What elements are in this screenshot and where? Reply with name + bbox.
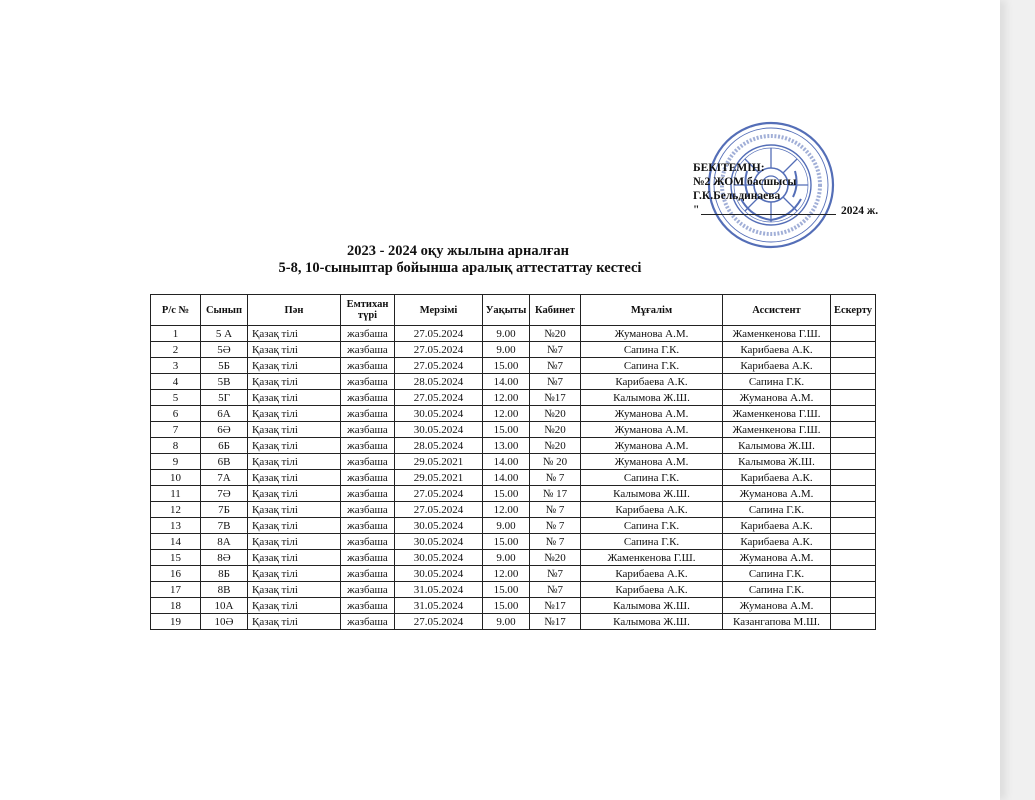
cell-room: №17	[530, 598, 581, 614]
cell-date: 27.05.2024	[395, 358, 483, 374]
cell-note	[831, 534, 876, 550]
cell-exam-type: жазбаша	[341, 550, 395, 566]
cell-subject: Қазақ тілі	[248, 534, 341, 550]
document-title: 2023 - 2024 оқу жылына арналған	[346, 243, 570, 259]
cell-exam-type: жазбаша	[341, 342, 395, 358]
cell-number: 16	[151, 566, 201, 582]
header-note: Ескерту	[831, 295, 876, 326]
cell-class: 6Б	[201, 438, 248, 454]
cell-class: 7В	[201, 518, 248, 534]
cell-subject: Қазақ тілі	[248, 614, 341, 630]
cell-note	[831, 422, 876, 438]
cell-time: 15.00	[483, 598, 530, 614]
cell-number: 18	[151, 598, 201, 614]
approval-date-quote: "	[693, 204, 700, 216]
cell-date: 30.05.2024	[395, 566, 483, 582]
cell-subject: Қазақ тілі	[248, 582, 341, 598]
cell-number: 12	[151, 502, 201, 518]
cell-date: 30.05.2024	[395, 550, 483, 566]
cell-date: 28.05.2024	[395, 374, 483, 390]
cell-note	[831, 486, 876, 502]
cell-subject: Қазақ тілі	[248, 342, 341, 358]
cell-subject: Қазақ тілі	[248, 486, 341, 502]
cell-time: 9.00	[483, 342, 530, 358]
cell-assistant: Сапина Г.К.	[723, 502, 831, 518]
cell-date: 27.05.2024	[395, 502, 483, 518]
cell-room: №7	[530, 374, 581, 390]
cell-note	[831, 614, 876, 630]
cell-number: 13	[151, 518, 201, 534]
table-row	[151, 390, 876, 406]
table-body	[151, 326, 876, 630]
cell-class: 8Б	[201, 566, 248, 582]
table-row	[151, 502, 876, 518]
cell-date: 29.05.2021	[395, 470, 483, 486]
cell-room: №20	[530, 422, 581, 438]
cell-assistant: Карибаева А.К.	[723, 342, 831, 358]
cell-note	[831, 502, 876, 518]
cell-class: 6В	[201, 454, 248, 470]
cell-number: 2	[151, 342, 201, 358]
cell-exam-type: жазбаша	[341, 390, 395, 406]
cell-number: 17	[151, 582, 201, 598]
cell-time: 12.00	[483, 502, 530, 518]
header-assistant: Ассистент	[723, 295, 831, 326]
cell-assistant: Жуманова А.М.	[723, 598, 831, 614]
cell-exam-type: жазбаша	[341, 486, 395, 502]
approval-date-line	[693, 203, 933, 217]
cell-time: 12.00	[483, 566, 530, 582]
cell-number: 14	[151, 534, 201, 550]
approval-position: №2 ЖОМ басшысы	[693, 176, 797, 188]
approval-date-blank	[701, 214, 836, 215]
cell-subject: Қазақ тілі	[248, 566, 341, 582]
cell-assistant: Карибаева А.К.	[723, 358, 831, 374]
table-row	[151, 614, 876, 630]
cell-note	[831, 342, 876, 358]
cell-date: 27.05.2024	[395, 342, 483, 358]
header-number: Р/с №	[151, 295, 201, 326]
cell-exam-type: жазбаша	[341, 454, 395, 470]
cell-room: №17	[530, 614, 581, 630]
table-row	[151, 566, 876, 582]
cell-teacher: Жуманова А.М.	[581, 422, 723, 438]
cell-class: 6Ә	[201, 422, 248, 438]
cell-time: 15.00	[483, 422, 530, 438]
table-row	[151, 550, 876, 566]
cell-note	[831, 374, 876, 390]
cell-room: №7	[530, 582, 581, 598]
cell-class: 10Ә	[201, 614, 248, 630]
cell-number: 10	[151, 470, 201, 486]
cell-number: 6	[151, 406, 201, 422]
cell-subject: Қазақ тілі	[248, 454, 341, 470]
cell-class: 5Г	[201, 390, 248, 406]
cell-teacher: Карибаева А.К.	[581, 502, 723, 518]
table-row	[151, 582, 876, 598]
cell-assistant: Сапина Г.К.	[723, 374, 831, 390]
cell-note	[831, 454, 876, 470]
table-row	[151, 438, 876, 454]
cell-time: 13.00	[483, 438, 530, 454]
cell-time: 14.00	[483, 454, 530, 470]
cell-exam-type: жазбаша	[341, 614, 395, 630]
cell-exam-type: жазбаша	[341, 422, 395, 438]
cell-note	[831, 438, 876, 454]
cell-number: 11	[151, 486, 201, 502]
cell-time: 15.00	[483, 534, 530, 550]
cell-number: 5	[151, 390, 201, 406]
cell-subject: Қазақ тілі	[248, 326, 341, 342]
cell-note	[831, 582, 876, 598]
header-room: Кабинет	[530, 295, 581, 326]
cell-assistant: Сапина Г.К.	[723, 566, 831, 582]
cell-class: 10А	[201, 598, 248, 614]
cell-room: №20	[530, 438, 581, 454]
cell-teacher: Карибаева А.К.	[581, 582, 723, 598]
cell-note	[831, 470, 876, 486]
cell-teacher: Сапина Г.К.	[581, 534, 723, 550]
cell-subject: Қазақ тілі	[248, 358, 341, 374]
cell-date: 30.05.2024	[395, 406, 483, 422]
cell-assistant: Карибаева А.К.	[723, 534, 831, 550]
cell-time: 12.00	[483, 390, 530, 406]
cell-time: 12.00	[483, 406, 530, 422]
table-row	[151, 342, 876, 358]
cell-teacher: Жуманова А.М.	[581, 326, 723, 342]
cell-teacher: Калымова Ж.Ш.	[581, 486, 723, 502]
table-header-row	[151, 295, 876, 326]
cell-date: 30.05.2024	[395, 422, 483, 438]
cell-date: 30.05.2024	[395, 534, 483, 550]
cell-date: 27.05.2024	[395, 486, 483, 502]
cell-time: 9.00	[483, 326, 530, 342]
approval-heading: БЕКІТЕМІН:	[693, 162, 765, 174]
table-row	[151, 598, 876, 614]
cell-teacher: Сапина Г.К.	[581, 358, 723, 374]
cell-number: 1	[151, 326, 201, 342]
cell-date: 28.05.2024	[395, 438, 483, 454]
cell-class: 8В	[201, 582, 248, 598]
cell-room: №20	[530, 550, 581, 566]
cell-exam-type: жазбаша	[341, 358, 395, 374]
header-date: Мерзімі	[395, 295, 483, 326]
cell-time: 14.00	[483, 470, 530, 486]
cell-class: 6А	[201, 406, 248, 422]
cell-note	[831, 358, 876, 374]
cell-room: № 7	[530, 502, 581, 518]
cell-subject: Қазақ тілі	[248, 390, 341, 406]
cell-room: № 20	[530, 454, 581, 470]
cell-note	[831, 406, 876, 422]
table-row	[151, 406, 876, 422]
cell-note	[831, 326, 876, 342]
cell-room: №7	[530, 342, 581, 358]
header-teacher: Мұғалім	[581, 295, 723, 326]
cell-exam-type: жазбаша	[341, 502, 395, 518]
cell-assistant: Жуманова А.М.	[723, 390, 831, 406]
cell-room: №20	[530, 326, 581, 342]
cell-note	[831, 550, 876, 566]
cell-number: 19	[151, 614, 201, 630]
cell-subject: Қазақ тілі	[248, 470, 341, 486]
cell-teacher: Калымова Ж.Ш.	[581, 598, 723, 614]
cell-date: 30.05.2024	[395, 518, 483, 534]
cell-teacher: Сапина Г.К.	[581, 470, 723, 486]
table-row	[151, 518, 876, 534]
header-time: Уақыты	[483, 295, 530, 326]
cell-number: 4	[151, 374, 201, 390]
cell-exam-type: жазбаша	[341, 406, 395, 422]
cell-room: №17	[530, 390, 581, 406]
cell-subject: Қазақ тілі	[248, 374, 341, 390]
cell-subject: Қазақ тілі	[248, 502, 341, 518]
document-subtitle: 5-8, 10-сыныптар бойынша аралық аттестаттау кестесі	[278, 260, 642, 276]
cell-note	[831, 390, 876, 406]
approval-block	[693, 161, 933, 217]
cell-room: № 7	[530, 518, 581, 534]
cell-time: 9.00	[483, 518, 530, 534]
cell-room: №7	[530, 566, 581, 582]
cell-assistant: Карибаева А.К.	[723, 470, 831, 486]
cell-assistant: Казангапова М.Ш.	[723, 614, 831, 630]
header-exam-type: Емтихан түрі	[341, 295, 395, 326]
cell-subject: Қазақ тілі	[248, 422, 341, 438]
table-row	[151, 326, 876, 342]
cell-class: 5В	[201, 374, 248, 390]
table-row	[151, 534, 876, 550]
approval-date-year: 2024 ж.	[841, 205, 879, 217]
cell-teacher: Жуманова А.М.	[581, 454, 723, 470]
cell-number: 7	[151, 422, 201, 438]
cell-exam-type: жазбаша	[341, 534, 395, 550]
cell-subject: Қазақ тілі	[248, 598, 341, 614]
cell-assistant: Карибаева А.К.	[723, 518, 831, 534]
table-row	[151, 422, 876, 438]
approval-signatory: Г.К.Бельдинаева	[693, 190, 781, 202]
cell-room: №20	[530, 406, 581, 422]
cell-note	[831, 598, 876, 614]
cell-subject: Қазақ тілі	[248, 550, 341, 566]
cell-class: 7Ә	[201, 486, 248, 502]
cell-teacher: Сапина Г.К.	[581, 342, 723, 358]
cell-date: 27.05.2024	[395, 326, 483, 342]
cell-room: № 7	[530, 470, 581, 486]
cell-note	[831, 518, 876, 534]
cell-class: 7Б	[201, 502, 248, 518]
cell-exam-type: жазбаша	[341, 326, 395, 342]
cell-assistant: Калымова Ж.Ш.	[723, 438, 831, 454]
cell-number: 8	[151, 438, 201, 454]
cell-teacher: Жуманова А.М.	[581, 406, 723, 422]
cell-room: № 7	[530, 534, 581, 550]
table-row	[151, 374, 876, 390]
cell-assistant: Жаменкенова Г.Ш.	[723, 406, 831, 422]
cell-assistant: Жуманова А.М.	[723, 550, 831, 566]
cell-class: 7А	[201, 470, 248, 486]
exam-schedule-table	[150, 294, 876, 630]
cell-time: 15.00	[483, 486, 530, 502]
cell-teacher: Карибаева А.К.	[581, 566, 723, 582]
cell-exam-type: жазбаша	[341, 470, 395, 486]
cell-class: 5 А	[201, 326, 248, 342]
cell-number: 9	[151, 454, 201, 470]
cell-assistant: Жаменкенова Г.Ш.	[723, 422, 831, 438]
cell-class: 5Б	[201, 358, 248, 374]
cell-room: №7	[530, 358, 581, 374]
cell-date: 27.05.2024	[395, 614, 483, 630]
cell-date: 29.05.2021	[395, 454, 483, 470]
cell-teacher: Сапина Г.К.	[581, 518, 723, 534]
cell-exam-type: жазбаша	[341, 518, 395, 534]
cell-assistant: Сапина Г.К.	[723, 582, 831, 598]
cell-teacher: Жуманова А.М.	[581, 438, 723, 454]
table-row	[151, 358, 876, 374]
header-class: Сынып	[201, 295, 248, 326]
cell-time: 15.00	[483, 582, 530, 598]
cell-exam-type: жазбаша	[341, 374, 395, 390]
cell-subject: Қазақ тілі	[248, 518, 341, 534]
cell-date: 31.05.2024	[395, 582, 483, 598]
table-row	[151, 454, 876, 470]
cell-assistant: Калымова Ж.Ш.	[723, 454, 831, 470]
cell-time: 9.00	[483, 550, 530, 566]
cell-teacher: Карибаева А.К.	[581, 374, 723, 390]
table-row	[151, 486, 876, 502]
cell-assistant: Жаменкенова Г.Ш.	[723, 326, 831, 342]
cell-teacher: Калымова Ж.Ш.	[581, 614, 723, 630]
cell-class: 8Ә	[201, 550, 248, 566]
cell-teacher: Калымова Ж.Ш.	[581, 390, 723, 406]
table-row	[151, 470, 876, 486]
cell-date: 31.05.2024	[395, 598, 483, 614]
cell-exam-type: жазбаша	[341, 566, 395, 582]
cell-time: 9.00	[483, 614, 530, 630]
cell-date: 27.05.2024	[395, 390, 483, 406]
cell-number: 3	[151, 358, 201, 374]
cell-class: 5Ә	[201, 342, 248, 358]
cell-exam-type: жазбаша	[341, 598, 395, 614]
cell-room: № 17	[530, 486, 581, 502]
cell-note	[831, 566, 876, 582]
cell-exam-type: жазбаша	[341, 582, 395, 598]
cell-assistant: Жуманова А.М.	[723, 486, 831, 502]
cell-exam-type: жазбаша	[341, 438, 395, 454]
cell-subject: Қазақ тілі	[248, 406, 341, 422]
cell-time: 15.00	[483, 358, 530, 374]
header-subject: Пән	[248, 295, 341, 326]
cell-subject: Қазақ тілі	[248, 438, 341, 454]
cell-number: 15	[151, 550, 201, 566]
cell-class: 8А	[201, 534, 248, 550]
cell-time: 14.00	[483, 374, 530, 390]
cell-teacher: Жаменкенова Г.Ш.	[581, 550, 723, 566]
